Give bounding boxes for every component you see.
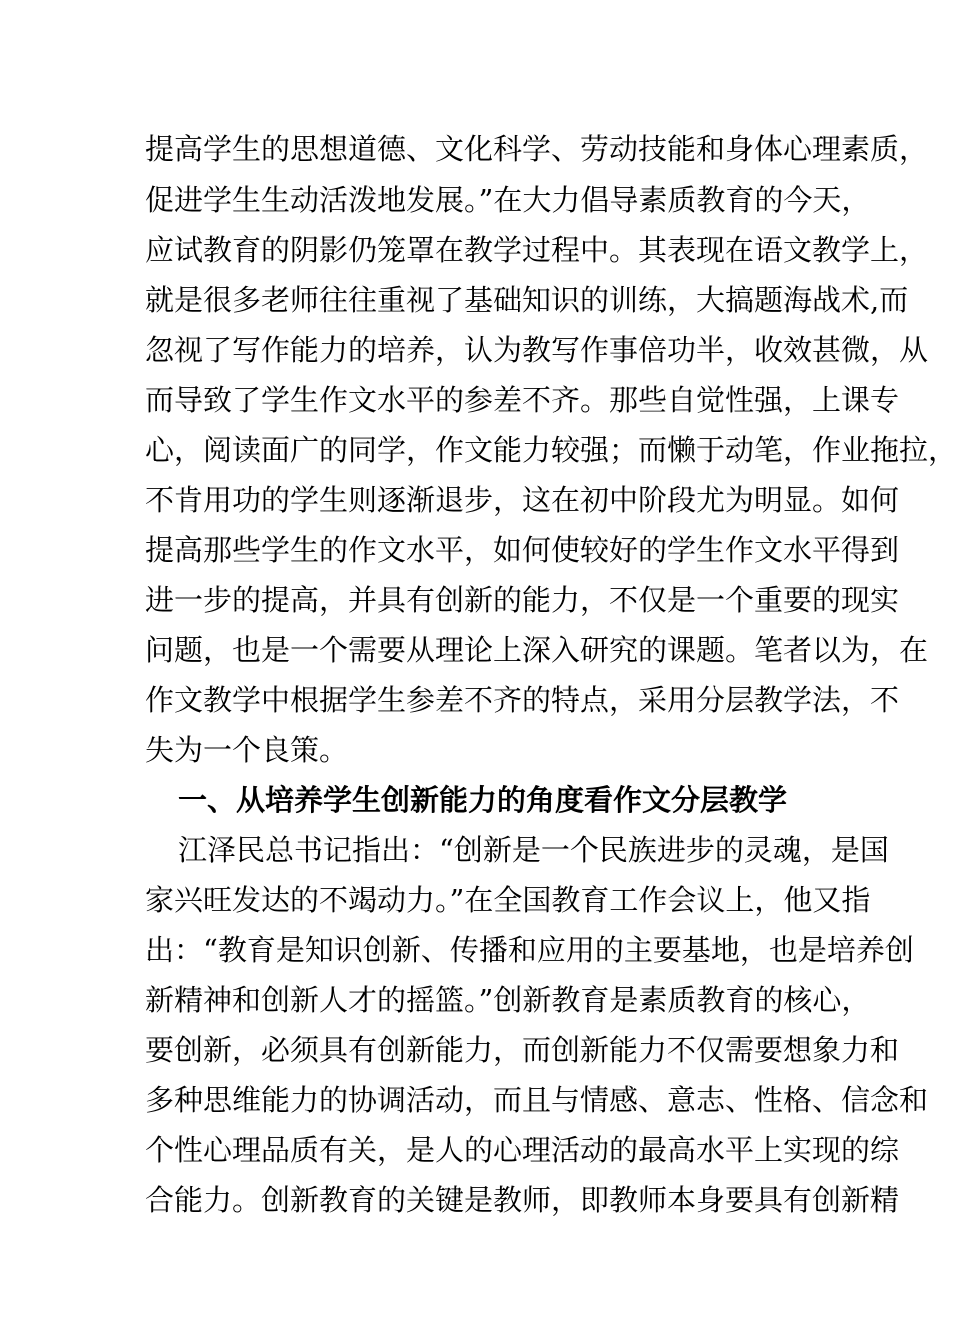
paragraph-1-line-5: 忽视了写作能力的培养，认为教写作事倍功半，收效甚微，从 — [145, 333, 929, 367]
paragraph-1-line-11: 问题，也是一个需要从理论上深入研究的课题。笔者以为，在 — [145, 633, 929, 667]
paragraph-1-line-7: 心，阅读面广的同学，作文能力较强；而懒于动笔，作业拖拉， — [145, 433, 957, 467]
paragraph-1-line-6: 而导致了学生作文水平的参差不齐。那些自觉性强，上课专 — [145, 383, 900, 417]
section-heading: 一、从培养学生创新能力的角度看作文分层教学 — [178, 783, 788, 817]
paragraph-2-line-3: 出：“教育是知识创新、传播和应用的主要基地，也是培养创 — [145, 933, 914, 967]
paragraph-2-line-4: 新精神和创新人才的摇篮。”创新教育是素质教育的核心， — [145, 983, 871, 1017]
paragraph-1-line-13: 失为一个良策。 — [145, 733, 349, 767]
paragraph-1-line-3: 应试教育的阴影仍笼罩在教学过程中。其表现在语文教学上， — [145, 233, 929, 267]
paragraph-1-line-12: 作文教学中根据学生参差不齐的特点，采用分层教学法，不 — [145, 683, 900, 717]
paragraph-1-line-1: 提高学生的思想道德、文化科学、劳动技能和身体心理素质， — [145, 132, 929, 166]
paragraph-1-line-10: 进一步的提高，并具有创新的能力，不仅是一个重要的现实 — [145, 583, 900, 617]
paragraph-1-line-8: 不肯用功的学生则逐渐退步，这在初中阶段尤为明显。如何 — [145, 483, 900, 517]
paragraph-1-line-2: 促进学生生动活泼地发展。”在大力倡导素质教育的今天， — [145, 183, 871, 217]
paragraph-2-line-7: 个性心理品质有关，是人的心理活动的最高水平上实现的综 — [145, 1133, 900, 1167]
paragraph-2-line-6: 多种思维能力的协调活动，而且与情感、意志、性格、信念和 — [145, 1083, 929, 1117]
paragraph-1-line-9: 提高那些学生的作文水平，如何使较好的学生作文水平得到 — [145, 533, 900, 567]
paragraph-2-line-1: 江泽民总书记指出：“创新是一个民族进步的灵魂，是国 — [178, 833, 889, 867]
paragraph-1-line-4: 就是很多老师往往重视了基础知识的训练，大搞题海战术,而 — [145, 283, 909, 317]
paragraph-2-line-8: 合能力。创新教育的关键是教师，即教师本身要具有创新精 — [145, 1183, 900, 1217]
paragraph-2-line-5: 要创新，必须具有创新能力，而创新能力不仅需要想象力和 — [145, 1033, 900, 1067]
paragraph-2-line-2: 家兴旺发达的不竭动力。”在全国教育工作会议上，他又指 — [145, 883, 871, 917]
